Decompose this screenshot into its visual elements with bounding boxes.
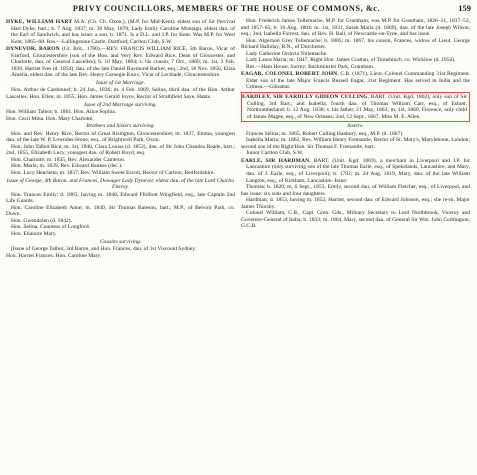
paragraph: Lady Catherine Octavia Tollemache. xyxy=(246,50,328,57)
paragraph: Hon. Elianore Mary. xyxy=(11,230,57,237)
entry xyxy=(6,46,235,79)
section-heading: Issue of 2nd Marriage surviving. xyxy=(84,101,157,108)
right-column xyxy=(241,18,470,259)
paragraph: Hon. Cecil Mina. Hon. Mary Charlotte. xyxy=(6,115,94,122)
entry xyxy=(241,158,470,184)
paragraph: [Issue of George Talbot, 3rd Baron, and Hon. Frances, dau. of 1st Viscount Sydney. xyxy=(11,246,197,253)
entry-name: DYKE, WILLIAM HART xyxy=(6,19,73,25)
section-heading: Issue of 1st Marriage. xyxy=(96,79,145,86)
paragraph: Hon. Harriet Frances. Hon. Caroline Mary. xyxy=(6,252,102,259)
paragraph: Junior Carlton Club, S.W. xyxy=(246,150,304,157)
paragraph: Hon. Selina, Countess of Longford. xyxy=(11,224,91,231)
paragraph: Thomas; b. 1820; m. 6 Sept., 1853, Emily, second dau. of William Fletcher, esq., of Liverpool, and has issue: six sons and four daughters. xyxy=(241,184,470,197)
paragraph: Frances Selina; m. 1865, Robert Culling Hanbury, esq., M.P. (d. 1867). xyxy=(246,130,404,137)
paragraph: Hon. Lucy Henrietta; m. 1837, Rev. William Sweet Escott, Rector of Carlton, Bedfordshire. xyxy=(11,170,215,177)
paragraph: Isabella Maria; m. 1862, Rev. William Henry Fremantle, Rector of St. Mary's, Marylebone, London; second son of the Right Hon. Sir Thomas F. Fremantle, bart. xyxy=(241,137,470,150)
section-heading: Sisters. xyxy=(347,123,364,130)
highlighted-entry xyxy=(241,92,470,122)
paragraph: Hon. William Talbot; b. 1861. Hon. Alice Sophia. xyxy=(6,109,117,116)
section-heading: Issue of George, 4th Baron, and Frances, Dowager Lady Dynevor, eldest dau. of the late Lord Charles Fitzroy. xyxy=(6,177,235,191)
entry-name: EARDLEY, SIR EARDLEY GIDEON CULLING xyxy=(242,94,368,101)
entry-name: DYNEVOR, BARON xyxy=(6,46,60,53)
running-title: PRIVY COUNCILLORS, MEMBERS OF THE HOUSE OF COMMONS, &c. xyxy=(72,4,381,13)
paragraph: Hon. Gwendolen (d. 1842). xyxy=(11,217,73,224)
entry-name: EAGAR, COLONEL ROBERT JOHN xyxy=(241,71,338,78)
entry-text: , C.B. (1871), Lieut.-Colonel Commanding 31st Regiment. Elder son of the late Major Francis Russell Eagar, 31st Regiment. Has served in India and the Crimea.—Gibraltar. xyxy=(246,71,470,91)
paragraph: Res.—Ham House, Surrey; Buckminster Park, Grantham. xyxy=(246,63,375,70)
entry xyxy=(241,71,470,91)
page-number: 159 xyxy=(458,3,471,13)
running-header xyxy=(6,3,471,17)
paragraph: Hon. Algernon Grey Tollemache; b. 1805; m. 1867, his cousin, Frances, widow of Lieut. George Richard Halliday, R.N., of Dorchester. xyxy=(241,37,470,51)
paragraph: Hon. John Talbot Rice; m. 1st, 1846, Clara Louisa (d. 1853), dau. of Sir John Chandos Reade, bart.; 2nd, 1855, Elizabeth Lucy, youngest dau. of Robert Boyd, esq. xyxy=(6,143,235,157)
paragraph: Hon. Frederick James Tollemache, M.P. for Grantham; was M.P. for Grantham, 1826–31, 1837–52, and 1857–65; b. 16 Aug. 1804; m. 1st, 1831, Sarah Maria (d. 1869), dau. of the late Joseph Wilson, esq.; 2nd, Isabella Forrest, dau. of Rev. H. Ball, of Newcastle-on-Tyne, and has issue. xyxy=(241,18,470,38)
paragraph: Hon. and Rev. Henry Rice, Rector of Great Risington, Gloucestershire; m. 1837, Emma, youngest dau. of the late W. P. Lowndes-Stone, esq., of Brightwell Park, Oxon. xyxy=(6,130,235,144)
paragraph: Hardman; d. 1853, having m. 1852, Harriet, second dau. of Edward Johnson, esq.; she re-m. Major James Thursby. xyxy=(241,197,470,210)
entry-name: EARLE, SIR HARDMAN xyxy=(241,157,310,164)
paragraph: Hon. Maria; m. 1839, Rev. Edward Bankes (dec.). xyxy=(11,163,123,170)
text-columns xyxy=(6,18,471,259)
left-column xyxy=(6,18,235,259)
paragraph: Hon. Caroline Elizabeth Anne; m. 1849, Sir Thomas Bateson, bart., M.P., of Belvoir Park, co. Down. xyxy=(6,204,235,218)
paragraph: Lady Laura Maria; m. 1847, Right Hon. James Grattan, of Tinnehinch, co. Wicklow (d. 1854). xyxy=(246,57,456,64)
section-heading: Cousins surviving. xyxy=(99,238,142,245)
paragraph: Colonel William, C.B., Capt. Gren. Gds., Military Secretary to Lord Northbrook, Viceroy and Governor-General of India; b. 1833; m. 1864, Mary, second dau. of General Sir Wm. John Codrington, G.C.B. xyxy=(241,210,470,230)
paragraph: Hon. Arthur de Cardonnel; b. 24 Jan., 1836; m. 4 Feb. 1869, Selina, third dau. of the Hon. Arthur Lascelles. Hon. Ellen; m. 1855, Hon. James Gerald Joyce, Rector of Strathfield Saye, Hants. xyxy=(6,87,235,101)
paragraph: Hon. Frances Emily; d. 1863, having m. 1848, Edward Ffolliott Wingfield, esq., late Captain 2nd Life Guards. xyxy=(6,191,235,205)
paragraph: Hon. Charlotte; m. 1835, Rev. Alexander Cameron. xyxy=(11,156,126,163)
section-heading: Brothers and Sisters surviving. xyxy=(86,123,155,130)
entry-text: , BART. (Unit. Kgd. 1802), only son of Sir Culling, 3rd Bart., and Isabella, fourth dau. of Thomas William Carr, esq., of Eshott, Northumberland; b. 12 Aug. 1838; s. his father, 21 May, 1863; m. 1st, 1860, Florence, only child of James Magee, esq., of New Orleans; 2nd, 12 Sept., 1867, Miss M. E. Allen. xyxy=(247,94,467,120)
entry-text: M.A. (Ch. Ch. Oxon.), (M.P. for Mid-Kent): eldest son of Sir Percival Hart Dyke, bart.; b. 7 Aug. 1837; m. 30 May, 1870, Lady Emily Caroline Montagu, eldest dau. of the Earl of Sandwich, and has issue: a son, b. 1871. Is a D.L. and J.P. for Kent. Was M.P. for West Kent, 1865–68. Res.—Lullingstone Castle, Dartford; Carlton Club, S.W. xyxy=(11,19,235,45)
entry xyxy=(6,19,235,45)
entry-text: (Gt. Brit., 1780).—REV. FRANCIS WILLIAM RICE, 5th Baron, Vicar of Fairford, Gloucestershire (son of the Hon. and Very Rev. Edward Rice, Dean of Gloucester, and Charlotte, dau. of General Lascelles); b. 10 May, 1804; s. his cousin, 7 Oct., 1869; m. 1st, 3 Feb. 1830, Harriet Ives (d. 1854), dau. of the late Daniel Raymond Barker, esq.; 2nd, 18 Nov. 1856, Eliza Amelia, eldest dau. of the late Rev. Henry Carnegie Knox, Vicar of Lechlade, Gloucestershire. xyxy=(11,46,235,79)
entry-text: , BART. (Unit. Kgd. 1869), a merchant in Liverpool and J.P. for Lancashire (only surviving son of the late Thomas Earle, esq., of Spekelands, Lancashire, and Mary, dau. of J. Earle, esq., of Liverpool); b. 1792; m. 24 Aug. 1819, Mary, dau. of the late William Langton, esq., of Kirkham, Lancashire. Issue: xyxy=(246,157,470,184)
